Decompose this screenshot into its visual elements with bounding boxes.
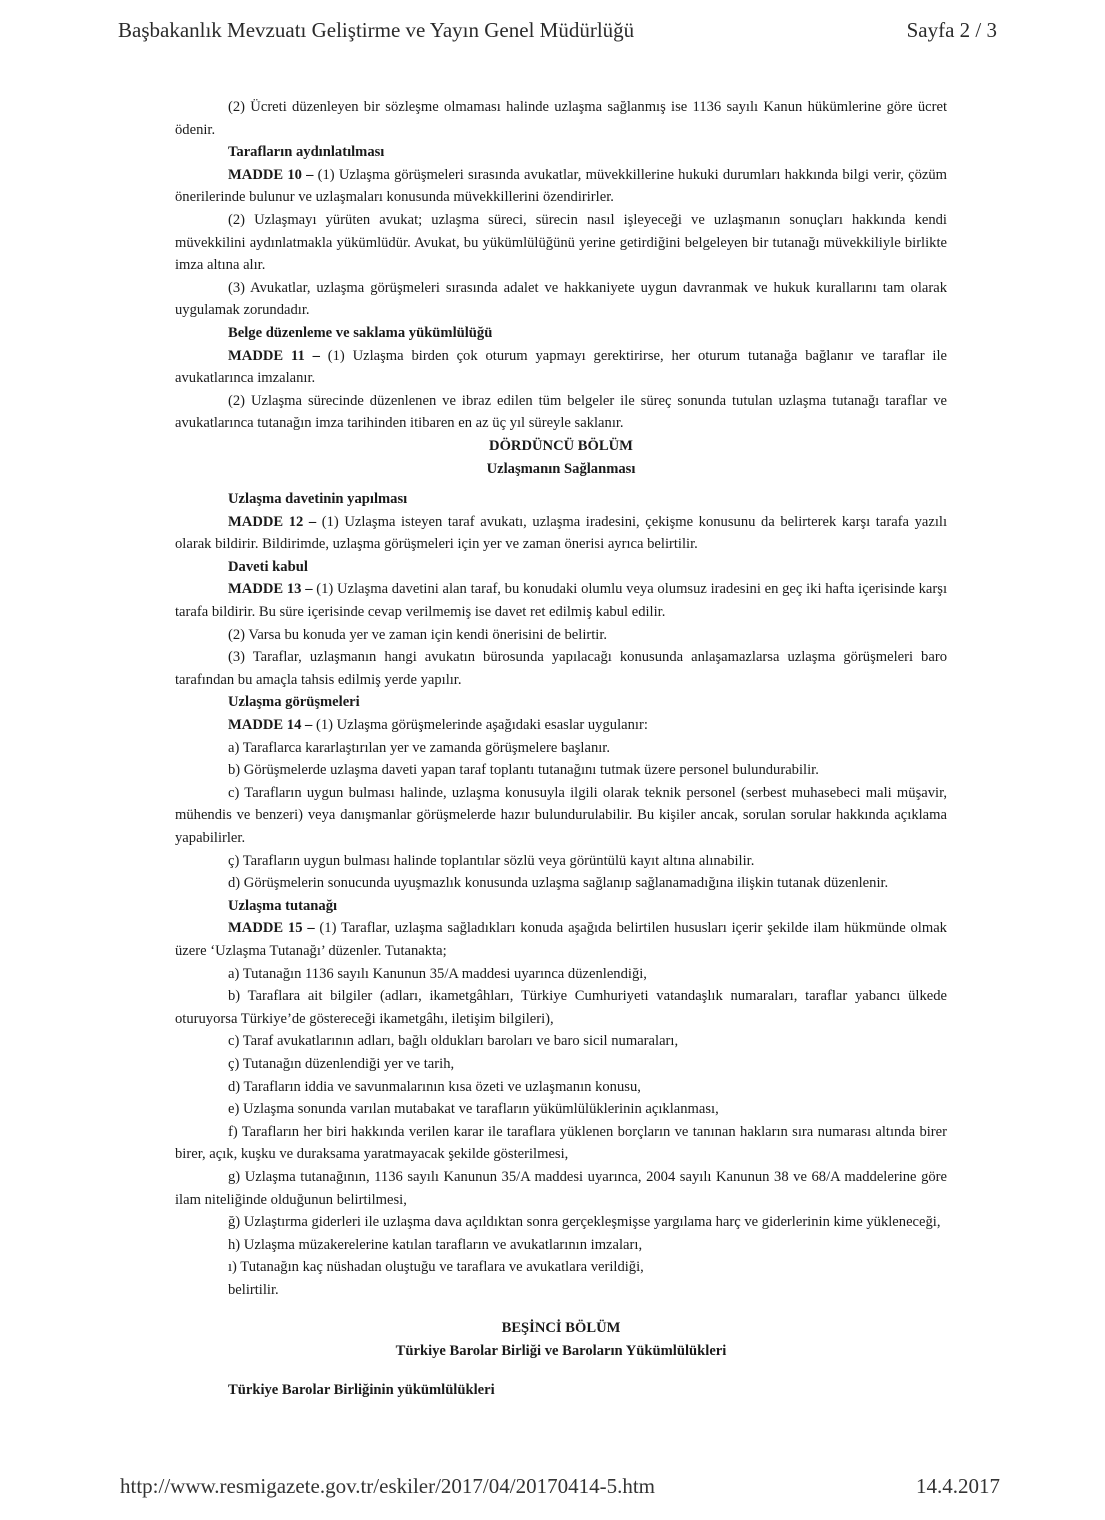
- paragraph: (2) Uzlaşma sürecinde düzenlenen ve ibraz edilen tüm belgeler ile süreç sonunda tutulan uzlaşma tutanağı taraflar ve avukatlarınca tutanağın imza tarihinden itibaren en az üç yıl süreyle saklanır.: [175, 392, 947, 432]
- page-number: Sayfa 2 / 3: [906, 18, 997, 42]
- list-item: ı) Tutanağın kaç nüshadan oluştuğu ve taraflara ve avukatlara verildiği,: [228, 1259, 644, 1276]
- document-body: [175, 96, 947, 1401]
- list-item: a) Taraflarca kararlaştırılan yer ve zamanda görüşmelere başlanır.: [228, 739, 610, 756]
- article-13: [175, 578, 947, 623]
- paragraph: (2) Ücreti düzenleyen bir sözleşme olmaması halinde uzlaşma sağlanmış ise 1136 sayılı Kanun hükümlerine göre ücret ödenir.: [175, 99, 947, 138]
- article-heading: Daveti kabul: [228, 558, 308, 575]
- list-item: g) Uzlaşma tutanağının, 1136 sayılı Kanunun 35/A maddesi uyarınca, 2004 sayılı Kanunun 38 ve 68/A maddelerine göre ilam niteliğinde olduğunun belirtilmesi,: [175, 1168, 947, 1208]
- article-label: MADDE 15 –: [228, 920, 315, 937]
- article-text: (1) Uzlaşma görüşmelerinde aşağıdaki esaslar uygulanır:: [312, 717, 648, 734]
- article-text: (1) Uzlaşma görüşmeleri sırasında avukatlar, müvekkillerine hukuki durumları hakkında bilgi verir, çözüm önerilerinde bulunur ve uzlaşmaları konusunda müvekkillerini özendirirler.: [175, 166, 947, 206]
- section-subtitle: Uzlaşmanın Sağlanması: [486, 460, 636, 477]
- article-heading: Uzlaşma davetinin yapılması: [228, 491, 408, 508]
- paragraph: (3) Taraflar, uzlaşmanın hangi avukatın bürosunda yapılacağı konusunda anlaşamazlarsa uzlaşma görüşmeleri baro tarafından bu amaçla tahsis edilmiş yerde yapılır.: [175, 649, 947, 688]
- article-label: MADDE 10 –: [228, 166, 314, 183]
- header-title: Başbakanlık Mevzuatı Geliştirme ve Yayın Genel Müdürlüğü: [118, 18, 635, 42]
- article-10: [175, 164, 947, 209]
- article-heading: Uzlaşma görüşmeleri: [228, 694, 360, 711]
- paragraph: (3) Avukatlar, uzlaşma görüşmeleri sırasında adalet ve hakkaniyete uygun davranmak ve hukuk kurallarını tam olarak uygulamak zorundadır.: [175, 279, 947, 319]
- list-item: ç) Tarafların uygun bulması halinde toplantılar sözlü veya görüntülü kayıt altına alınabilir.: [228, 852, 755, 869]
- print-date: 14.4.2017: [916, 1474, 1000, 1498]
- article-label: MADDE 13 –: [228, 581, 313, 598]
- page-footer: [120, 1474, 1000, 1499]
- article-label: MADDE 14 –: [228, 717, 313, 734]
- paragraph: (2) Uzlaşmayı yürüten avukat; uzlaşma süreci, sürecin nasıl işleyeceği ve uzlaşmanın sonuçları hakkında kendi müvekkilini aydınlatmakla yükümlüdür. Avukat, bu yükümlülüğünü yerine getirdiğini belgeleyen bir tutanağı müvekkiliyle birlikte imza altına alır.: [175, 211, 947, 274]
- article-label: MADDE 12 –: [228, 513, 317, 530]
- paragraph: (2) Varsa bu konuda yer ve zaman için kendi önerisini de belirtir.: [228, 626, 608, 643]
- paragraph: belirtilir.: [228, 1281, 279, 1298]
- article-heading: Türkiye Barolar Birliğinin yükümlülükleri: [228, 1381, 495, 1398]
- list-item: ğ) Uzlaştırma giderleri ile uzlaşma dava açıldıktan sonra gerçekleşmişse yargılama harç ve giderlerinin kime yükleneceği,: [228, 1214, 941, 1231]
- article-12: [175, 511, 947, 556]
- article-11: [175, 345, 947, 390]
- source-url: http://www.resmigazete.gov.tr/eskiler/2017/04/20170414-5.htm: [120, 1474, 656, 1498]
- article-15: [175, 917, 947, 962]
- section-title: BEŞİNCİ BÖLÜM: [501, 1320, 621, 1337]
- article-14: [175, 714, 947, 737]
- article-text: (1) Uzlaşma isteyen taraf avukatı, uzlaşma iradesini, çekişme konusunu da belirterek karşı tarafa yazılı olarak bildirir. Bildirimde, uzlaşma görüşmeleri için yer ve zaman önerisi ayrıca belirtilir.: [175, 513, 947, 553]
- article-label: MADDE 11 –: [228, 347, 320, 364]
- list-item: c) Taraf avukatlarının adları, bağlı oldukları baroları ve baro sicil numaraları,: [228, 1033, 679, 1050]
- list-item: c) Tarafların uygun bulması halinde, uzlaşma konusuyla ilgili olarak teknik personel (serbest muhasebeci mali müşavir, mühendis ve benzeri) veya danışmanlar görüşmelerde hazır bulundurulabilir. Bu kişiler ancak, sorulan sorular hakkında açıklama yapabilirler.: [175, 784, 947, 846]
- list-item: b) Görüşmelerde uzlaşma daveti yapan taraf toplantı tutanağını tutmak üzere personel bulundurabilir.: [228, 762, 819, 779]
- section-subtitle: Türkiye Barolar Birliği ve Baroların Yükümlülükleri: [395, 1343, 727, 1360]
- list-item: d) Tarafların iddia ve savunmalarının kısa özeti ve uzlaşmanın konusu,: [228, 1078, 641, 1095]
- article-text: (1) Taraflar, uzlaşma sağladıkları konuda aşağıda belirtilen hususları içerir şekilde ilam hükmünde olmak üzere ‘Uzlaşma Tutanağı’ düzenler. Tutanakta;: [175, 920, 947, 959]
- article-text: (1) Uzlaşma davetini alan taraf, bu konudaki olumlu veya olumsuz iradesini en geç iki hafta içerisinde karşı tarafa bildirir. Bu süre içerisinde cevap verilmemiş ise davet ret edilmiş kabul edilir.: [175, 581, 947, 621]
- article-heading: Belge düzenleme ve saklama yükümlülüğü: [228, 324, 493, 341]
- list-item: a) Tutanağın 1136 sayılı Kanunun 35/A maddesi uyarınca düzenlendiği,: [228, 965, 647, 982]
- article-text: (1) Uzlaşma birden çok oturum yapmayı gerektirirse, her oturum tutanağa bağlanır ve taraflar ile avukatlarınca imzalanır.: [175, 347, 948, 387]
- list-item: e) Uzlaşma sonunda varılan mutabakat ve tarafların yükümlülüklerinin açıklanması,: [228, 1101, 719, 1118]
- list-item: h) Uzlaşma müzakerelerine katılan tarafların ve avukatlarının imzaları,: [228, 1236, 643, 1253]
- list-item: ç) Tutanağın düzenlendiği yer ve tarih,: [228, 1055, 455, 1072]
- section-title: DÖRDÜNCÜ BÖLÜM: [489, 437, 633, 454]
- list-item: b) Taraflara ait bilgiler (adları, ikametgâhları, Türkiye Cumhuriyeti vatandaşlık numaraları, taraflar yabancı ülkede oturuyorsa Türkiye’de göstereceği ikametgâhı, iletişim bilgileri),: [175, 988, 947, 1027]
- page-header: [118, 18, 997, 43]
- article-heading: Uzlaşma tutanağı: [228, 897, 338, 914]
- list-item: f) Tarafların her biri hakkında verilen karar ile taraflara yüklenen borçların ve tanınan hakların sıra numarası altında birer birer, açık, kuşku ve duraksama yaratmayacak şekilde gösterilmesi,: [175, 1123, 947, 1163]
- list-item: d) Görüşmelerin sonucunda uyuşmazlık konusunda uzlaşma sağlanıp sağlanamadığına ilişkin tutanak düzenlenir.: [228, 875, 889, 892]
- article-heading: Tarafların aydınlatılması: [228, 144, 385, 161]
